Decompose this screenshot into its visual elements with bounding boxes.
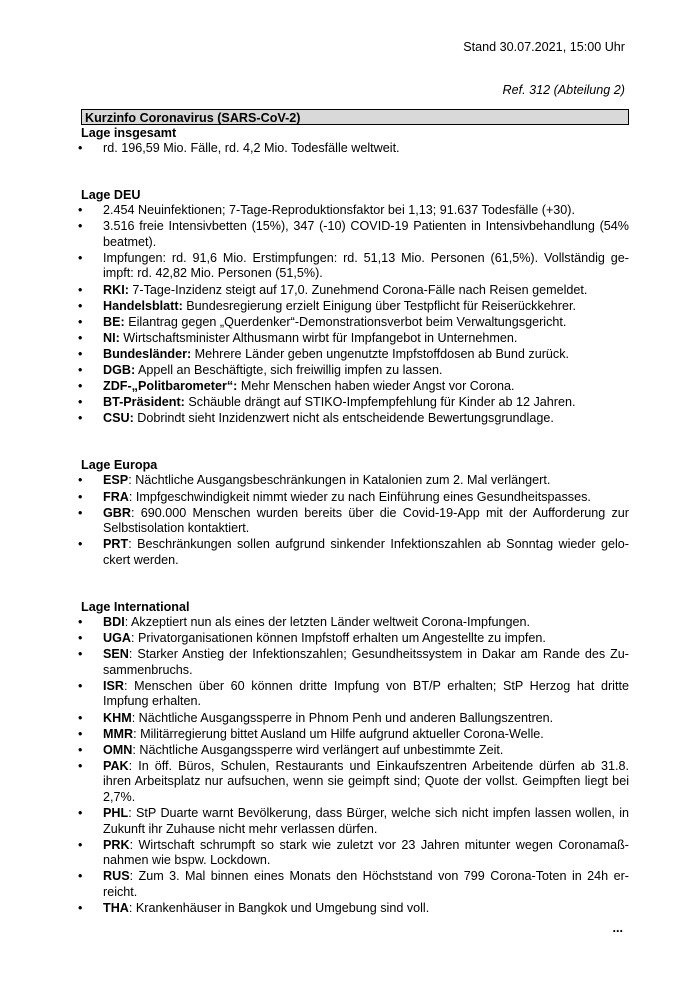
item-label: SEN	[103, 647, 129, 662]
page-title: Kurzinfo Coronavirus (SARS-CoV-2)	[81, 109, 629, 125]
item-label: BE:	[103, 314, 125, 329]
item-label: RUS	[103, 869, 130, 884]
item-text: Wirtschaftsminister Althusmann wirbt für Impfangebot in Unternehmen.	[119, 330, 518, 345]
list-item	[81, 838, 629, 869]
list-item	[81, 631, 629, 647]
list-item	[81, 727, 629, 743]
section-heading: Lage International	[81, 599, 190, 614]
item-label: CSU:	[103, 411, 134, 426]
item-text: Mehr Menschen haben wieder Angst vor Corona.	[237, 379, 515, 394]
list-item	[81, 299, 629, 315]
item-label: GBR	[103, 505, 131, 520]
list-item	[81, 411, 629, 427]
item-text: Bundesregierung erzielt Einigung über Testpflicht für Reiserückkehrer.	[182, 298, 576, 313]
item-text: : StP Duarte warnt Bevölkerung, dass Bürger, welche sich nicht impfen lassen wollen, in Zukunft ihr Zuhause nicht mehr verlassen dürfen.	[103, 806, 629, 836]
item-label: PRT	[103, 537, 129, 552]
list-item	[81, 743, 629, 759]
bullet-list	[81, 141, 629, 157]
item-text: rd. 196,59 Mio. Fälle, rd. 4,2 Mio. Todesfälle weltweit.	[103, 141, 400, 155]
item-label: MMR	[103, 726, 134, 741]
list-item	[81, 363, 629, 379]
item-text: : Nächtliche Ausgangssperre wird verlängert auf unbestimmte Zeit.	[132, 742, 504, 757]
bullet-list	[81, 615, 629, 917]
item-text: : Nächtliche Ausgangsbeschränkungen in Katalonien zum 2. Mal verlängert.	[128, 473, 551, 488]
item-label: Handelsblatt:	[103, 298, 183, 313]
item-text: : In öff. Büros, Schulen, Restaurants und Einkaufszentren Arbeitende dürfen ab 31.8. ihren Arbeitsplatz nur aufsuchen, wenn sie geimpft sind; Quote der vollst. Geimpften liegt bei 2,7%.	[103, 758, 629, 804]
item-label: ESP	[103, 473, 129, 488]
item-label: ISR	[103, 678, 124, 693]
item-text: : Militärregierung bittet Ausland um Hilfe aufgrund aktueller Corona-Welle.	[133, 726, 544, 741]
list-item	[81, 283, 629, 299]
list-item	[81, 315, 629, 331]
item-label: FRA	[103, 489, 129, 504]
item-label: OMN	[103, 742, 133, 757]
item-text: : Menschen über 60 können dritte Impfung von BT/P erhalten; StP Herzog hat dritte Impfung erhalten.	[103, 678, 629, 709]
list-item	[81, 141, 629, 157]
list-item	[81, 347, 629, 363]
item-label: RKI:	[103, 282, 129, 297]
item-label: UGA	[103, 631, 131, 646]
list-item	[81, 537, 629, 568]
item-label: PAK	[103, 758, 129, 773]
item-text: : Nächtliche Ausgangssperre in Phnom Penh und anderen Ballungszentren.	[131, 710, 554, 725]
item-label: DGB:	[103, 363, 136, 378]
bullet-list	[81, 203, 629, 427]
item-text: : Impfgeschwindigkeit nimmt wieder zu nach Einführung eines Gesundheitspasses.	[128, 489, 591, 504]
document-body	[81, 109, 629, 917]
reference-line: Ref. 312 (Abteilung 2)	[502, 83, 625, 97]
list-item	[81, 219, 629, 250]
list-item	[81, 869, 629, 900]
section-gap	[81, 427, 629, 457]
section-heading: Lage Europa	[81, 458, 158, 473]
list-item	[81, 711, 629, 727]
item-text: : Beschränkungen sollen aufgrund sinkender Infektionszahlen ab Sonntag wieder gelo-ckert werden.	[103, 537, 629, 567]
item-label: Bundesländer:	[103, 346, 192, 361]
list-item	[81, 251, 629, 282]
item-label: THA	[103, 901, 129, 916]
item-text: : Wirtschaft schrumpft so stark wie zuletzt vor 23 Jahren mitunter wegen Coronamaß-nahmen wie bspw. Lockdown.	[103, 837, 629, 868]
list-item	[81, 203, 629, 219]
item-label: PRK	[103, 837, 130, 852]
section-gap	[81, 569, 629, 599]
list-item	[81, 379, 629, 395]
item-label: KHM	[103, 710, 132, 725]
item-text: Eilantrag gegen „Querdenker“-Demonstrationsverbot beim Verwaltungsgericht.	[124, 314, 567, 329]
list-item	[81, 647, 629, 678]
item-text: Impfungen: rd. 91,6 Mio. Erstimpfungen: rd. 51,13 Mio. Personen (61,5%). Vollständig ge-impft: rd. 42,82 Mio. Personen (51,5%).	[103, 250, 629, 281]
item-label: ZDF-„Politbarometer“:	[103, 379, 238, 394]
item-text: Dobrindt sieht Inzidenzwert nicht als entscheidende Bewertungsgrundlage.	[133, 411, 554, 426]
item-text: : Zum 3. Mal binnen eines Monats den Höchststand von 799 Corona-Toten in 24h er-reicht.	[103, 869, 629, 900]
list-item	[81, 473, 629, 489]
list-item	[81, 615, 629, 631]
item-text: 3.516 freie Intensivbetten (15%), 347 (-10) COVID-19 Patienten in Intensivbehandlung (54% beatmet).	[103, 219, 629, 249]
list-item	[81, 490, 629, 506]
item-label: BT-Präsident:	[103, 395, 185, 410]
item-label: BDI	[103, 614, 125, 629]
item-text: : Krankenhäuser in Bangkok und Umgebung sind voll.	[128, 901, 430, 916]
list-item	[81, 395, 629, 411]
item-text: 7-Tage-Inzidenz steigt auf 17,0. Zunehmend Corona-Fälle nach Reisen gemeldet.	[128, 282, 588, 297]
item-text: : 690.000 Menschen wurden bereits über die Covid-19-App mit der Aufforderung zur Selbstisolation kontaktiert.	[103, 505, 629, 536]
item-text: 2.454 Neuinfektionen; 7-Tage-Reproduktionsfaktor bei 1,13; 91.637 Todesfälle (+30).	[103, 203, 575, 218]
item-text: Schäuble drängt auf STIKO-Impfempfehlung für Kinder ab 12 Jahren.	[184, 395, 576, 410]
item-text: : Privatorganisationen können Impfstoff erhalten um Angestellte zu impfen.	[131, 631, 546, 646]
status-date: Stand 30.07.2021, 15:00 Uhr	[463, 40, 625, 54]
item-text: : Akzeptiert nun als eines der letzten Länder weltweit Corona-Impfungen.	[124, 614, 531, 629]
list-item	[81, 759, 629, 806]
item-label: PHL	[103, 806, 129, 821]
list-item	[81, 331, 629, 347]
list-item	[81, 901, 629, 917]
bullet-list	[81, 473, 629, 568]
section-gap	[81, 157, 629, 187]
continuation-marker: ...	[612, 921, 623, 935]
sections-container	[81, 125, 629, 917]
list-item	[81, 506, 629, 537]
list-item	[81, 679, 629, 710]
item-text: Mehrere Länder geben ungenutzte Impfstoffdosen ab Bund zurück.	[191, 346, 570, 361]
section-heading: Lage insgesamt	[81, 126, 177, 140]
section-heading: Lage DEU	[81, 188, 141, 203]
item-text: : Starker Anstieg der Infektionszahlen; Gesundheitssystem in Dakar am Rande des Zu-sammenbruchs.	[103, 647, 629, 677]
list-item	[81, 806, 629, 837]
item-label: NI:	[103, 330, 120, 345]
item-text: Appell an Beschäftigte, sich freiwillig impfen zu lassen.	[135, 363, 443, 378]
